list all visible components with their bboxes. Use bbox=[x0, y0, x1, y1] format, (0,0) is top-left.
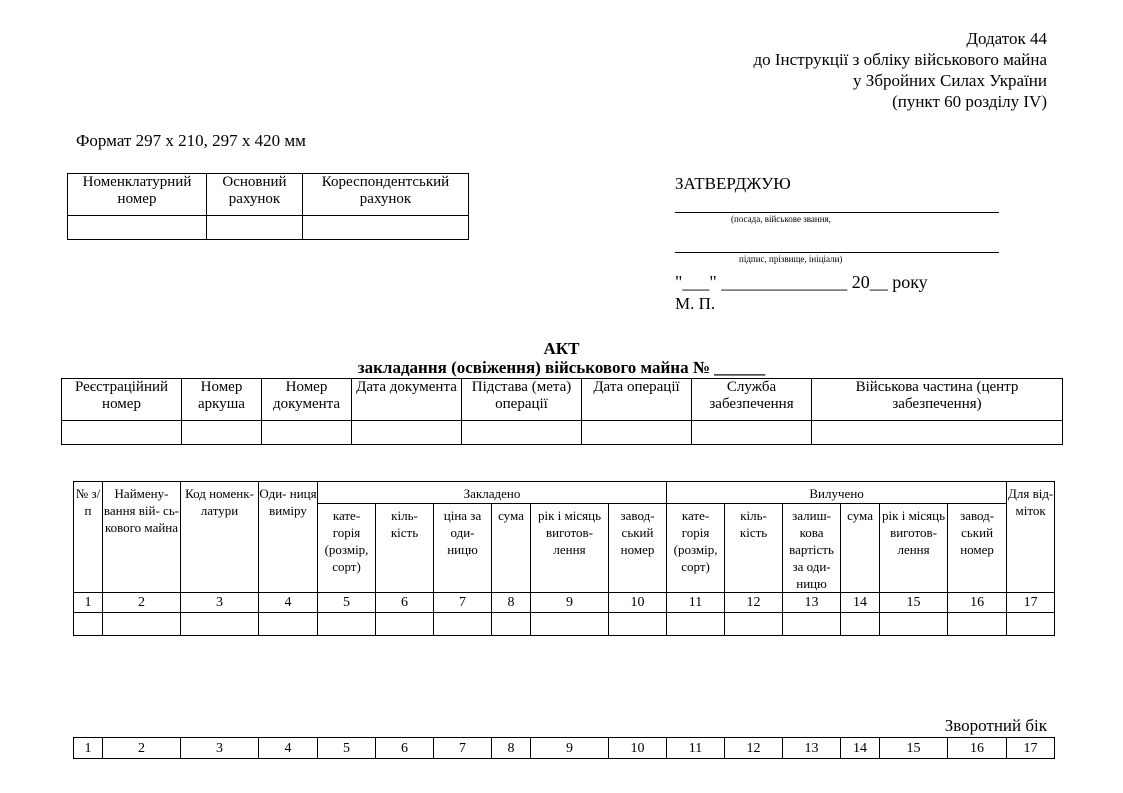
column-number: 8 bbox=[492, 593, 531, 613]
column-number: 17 bbox=[1007, 738, 1055, 759]
title-act: АКТ bbox=[543, 339, 580, 358]
cell-sheet-number[interactable] bbox=[182, 421, 262, 445]
approval-block bbox=[675, 174, 999, 314]
column-number: 10 bbox=[609, 738, 667, 759]
table-cell[interactable] bbox=[880, 613, 948, 636]
header-removed-quantity: кіль- кість bbox=[725, 504, 783, 593]
column-number: 1 bbox=[74, 738, 103, 759]
column-number: 11 bbox=[667, 738, 725, 759]
header-laid-serial-number: завод- ський номер bbox=[609, 504, 667, 593]
table-cell[interactable] bbox=[259, 613, 318, 636]
cell-nomenclature-number[interactable] bbox=[68, 216, 207, 240]
registration-table bbox=[61, 378, 1063, 445]
reverse-side-label: Зворотний бік bbox=[944, 716, 1047, 735]
column-number: 6 bbox=[376, 593, 434, 613]
stamp-place: М. П. bbox=[675, 294, 716, 313]
header-sheet-number: Номер аркуша bbox=[182, 379, 262, 421]
header-correspondent-account: Кореспондентський рахунок bbox=[303, 174, 469, 216]
cell-operation-basis[interactable] bbox=[462, 421, 582, 445]
column-number: 3 bbox=[181, 593, 259, 613]
header-registration-number: Реєстраційний номер bbox=[62, 379, 182, 421]
appendix-line: у Збройних Силах України bbox=[853, 71, 1047, 90]
appendix-line: (пункт 60 розділу IV) bbox=[892, 92, 1047, 111]
cell-main-account[interactable] bbox=[207, 216, 303, 240]
column-number: 16 bbox=[948, 593, 1007, 613]
appendix-header bbox=[753, 28, 1047, 112]
table-cell[interactable] bbox=[318, 613, 376, 636]
cell-registration-number[interactable] bbox=[62, 421, 182, 445]
header-document-date: Дата документа bbox=[352, 379, 462, 421]
header-document-number: Номер документа bbox=[262, 379, 352, 421]
header-operation-date: Дата операції bbox=[582, 379, 692, 421]
table-cell[interactable] bbox=[492, 613, 531, 636]
cell-correspondent-account[interactable] bbox=[303, 216, 469, 240]
header-unit: Оди- ниця виміру bbox=[259, 482, 318, 593]
column-number: 9 bbox=[531, 593, 609, 613]
appendix-line: до Інструкції з обліку військового майна bbox=[753, 50, 1047, 69]
column-number: 13 bbox=[783, 738, 841, 759]
header-removed-manufacture-date: рік і місяць виготов- лення bbox=[880, 504, 948, 593]
reverse-side-table bbox=[73, 737, 1055, 759]
header-row-number: № з/п bbox=[74, 482, 103, 593]
table-cell[interactable] bbox=[181, 613, 259, 636]
column-number: 12 bbox=[725, 593, 783, 613]
format-note: Формат 297 х 210, 297 х 420 мм bbox=[76, 131, 306, 150]
table-row bbox=[74, 613, 1055, 636]
cell-operation-date[interactable] bbox=[582, 421, 692, 445]
table-cell[interactable] bbox=[376, 613, 434, 636]
column-number: 14 bbox=[841, 593, 880, 613]
column-number-row bbox=[74, 593, 1055, 613]
column-number: 6 bbox=[376, 738, 434, 759]
signature-line[interactable] bbox=[675, 252, 999, 253]
column-number-row bbox=[74, 738, 1055, 759]
signature-hint: підпис, прізвище, ініціали) bbox=[739, 254, 843, 264]
column-number: 9 bbox=[531, 738, 609, 759]
column-number: 4 bbox=[259, 738, 318, 759]
column-number: 17 bbox=[1007, 593, 1055, 613]
cell-military-unit[interactable] bbox=[812, 421, 1063, 445]
column-number: 3 bbox=[181, 738, 259, 759]
column-number: 2 bbox=[103, 593, 181, 613]
table-cell[interactable] bbox=[74, 613, 103, 636]
table-cell[interactable] bbox=[531, 613, 609, 636]
appendix-line: Додаток 44 bbox=[966, 29, 1047, 48]
column-number: 8 bbox=[492, 738, 531, 759]
header-property-name: Наймену- вання вій- сь- кового майна bbox=[103, 482, 181, 593]
header-laid-quantity: кіль- кість bbox=[376, 504, 434, 593]
header-laid-manufacture-date: рік і місяць виготов- лення bbox=[531, 504, 609, 593]
header-nomenclature-code: Код номенк- латури bbox=[181, 482, 259, 593]
header-laid-sum: сума bbox=[492, 504, 531, 593]
column-number: 4 bbox=[259, 593, 318, 613]
column-number: 5 bbox=[318, 593, 376, 613]
header-notes: Для від- міток bbox=[1007, 482, 1055, 593]
header-supply-service: Служба забезпечення bbox=[692, 379, 812, 421]
table-cell[interactable] bbox=[609, 613, 667, 636]
property-table bbox=[73, 481, 1055, 636]
table-cell[interactable] bbox=[1007, 613, 1055, 636]
column-number: 15 bbox=[880, 738, 948, 759]
column-number: 14 bbox=[841, 738, 880, 759]
document-title bbox=[0, 339, 1123, 377]
column-number: 2 bbox=[103, 738, 181, 759]
header-removed-serial-number: завод- ський номер bbox=[948, 504, 1007, 593]
header-nomenclature-number: Номенклатурний номер bbox=[68, 174, 207, 216]
header-removed-residual-value: залиш- кова вартість за оди- ницю bbox=[783, 504, 841, 593]
header-operation-basis: Підстава (мета) операції bbox=[462, 379, 582, 421]
column-number: 15 bbox=[880, 593, 948, 613]
column-number: 13 bbox=[783, 593, 841, 613]
position-rank-line[interactable] bbox=[675, 212, 999, 213]
header-removed-category: кате- горія (розмір, сорт) bbox=[667, 504, 725, 593]
column-number: 7 bbox=[434, 593, 492, 613]
header-main-account: Основний рахунок bbox=[207, 174, 303, 216]
header-group-laid: Закладено bbox=[318, 482, 667, 504]
table-cell[interactable] bbox=[103, 613, 181, 636]
header-laid-category: кате- горія (розмір, сорт) bbox=[318, 504, 376, 593]
column-number: 11 bbox=[667, 593, 725, 613]
table-cell[interactable] bbox=[783, 613, 841, 636]
table-cell[interactable] bbox=[434, 613, 492, 636]
cell-document-date[interactable] bbox=[352, 421, 462, 445]
column-number: 12 bbox=[725, 738, 783, 759]
table-cell[interactable] bbox=[667, 613, 725, 636]
header-removed-sum: сума bbox=[841, 504, 880, 593]
column-number: 16 bbox=[948, 738, 1007, 759]
approval-date[interactable]: "___" ______________ 20__ року bbox=[675, 272, 928, 292]
column-number: 7 bbox=[434, 738, 492, 759]
header-laid-unit-price: ціна за оди- ницю bbox=[434, 504, 492, 593]
table-cell[interactable] bbox=[841, 613, 880, 636]
column-number: 10 bbox=[609, 593, 667, 613]
column-number: 1 bbox=[74, 593, 103, 613]
table-cell[interactable] bbox=[948, 613, 1007, 636]
cell-supply-service[interactable] bbox=[692, 421, 812, 445]
header-group-removed: Вилучено bbox=[667, 482, 1007, 504]
cell-document-number[interactable] bbox=[262, 421, 352, 445]
column-number: 5 bbox=[318, 738, 376, 759]
nomenclature-table bbox=[67, 173, 469, 240]
position-rank-hint: (посада, військове звання, bbox=[731, 214, 831, 224]
approve-word: ЗАТВЕРДЖУЮ bbox=[675, 174, 791, 193]
title-subtitle: закладання (освіження) військового майна № ______ bbox=[357, 358, 766, 377]
header-military-unit: Військова частина (центр забезпечення) bbox=[812, 379, 1063, 421]
table-cell[interactable] bbox=[725, 613, 783, 636]
